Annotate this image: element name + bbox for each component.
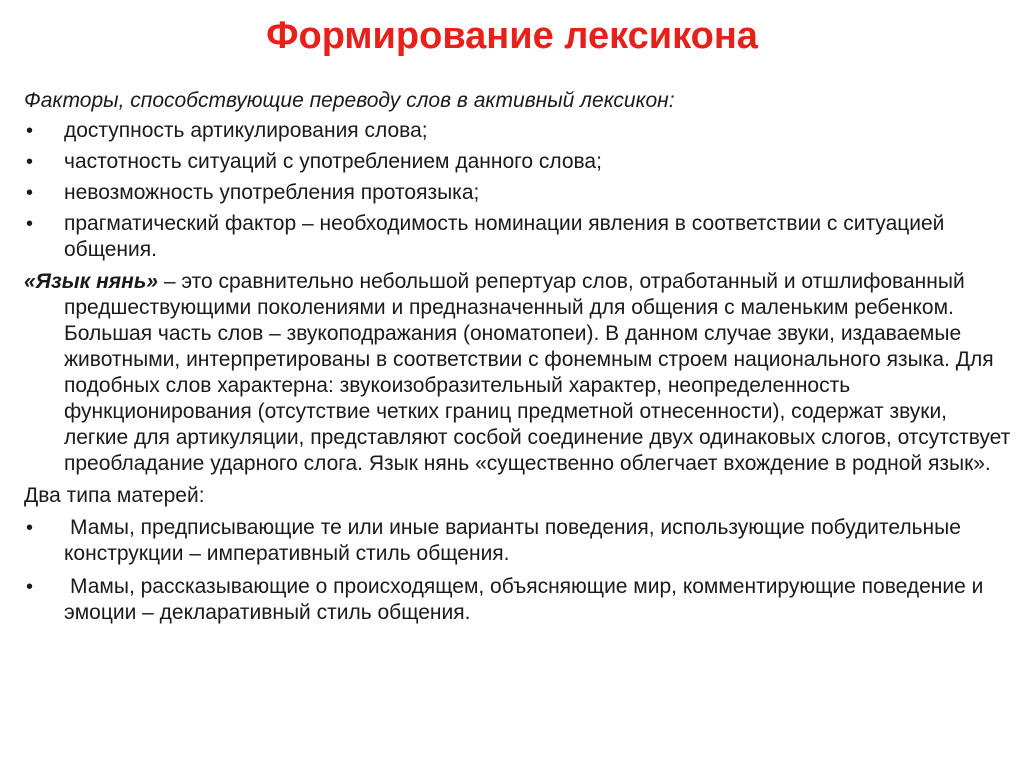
bullet-icon: • <box>26 151 34 173</box>
list-item <box>24 118 1014 144</box>
list-item <box>24 574 1014 626</box>
list-item <box>24 211 1014 263</box>
slide-content <box>24 88 1014 633</box>
factor-text: невозможность употребления протоязыка; <box>64 181 480 204</box>
factor-text: доступность артикулирования слова; <box>64 119 428 142</box>
definition-paragraph <box>24 269 1014 477</box>
slide-title: Формирование лексикона <box>266 15 758 57</box>
definition-term: «Язык нянь» <box>24 270 158 293</box>
mother-type-text: Мамы, рассказывающие о происходящем, объясняющие мир, комментирующие поведение и эмоции – декларативный стиль общения. <box>64 575 984 624</box>
mothers-heading: Два типа матерей: <box>24 484 205 507</box>
bullet-icon: • <box>26 213 34 235</box>
mother-types-list <box>24 515 1014 626</box>
bullet-icon: • <box>26 120 34 142</box>
list-item <box>24 149 1014 175</box>
bullet-icon: • <box>26 576 34 598</box>
list-item <box>24 515 1014 567</box>
definition-text: – это сравнительно небольшой репертуар слов, отработанный и отшлифованный предшествующими поколениями и предназначенный для общения с маленьким ребенком. Большая часть слов – звукоподражания (ономатопеи). В данном случае звуки, издаваемые животными, интерпретированы в соответствии с фонемным строем национального языка. Для подобных слов характерна: звукоизобразительный характер, неопределенность функционирования (отсутствие четких границ предметной отнесенности), содержат звуки, легкие для артикуляции, представляют сосбой соединение двух одинаковых слогов, отсутствует преобладание ударного слога. Язык нянь «существенно облегчает вхождение в родной язык». <box>64 270 1011 475</box>
bullet-icon: • <box>26 517 34 539</box>
factor-text: прагматический фактор – необходимость номинации явления в соответствии с ситуацией общения. <box>64 212 945 261</box>
list-item <box>24 180 1014 206</box>
factors-intro: Факторы, способствующие переводу слов в активный лексикон: <box>24 89 675 112</box>
bullet-icon: • <box>26 182 34 204</box>
factors-list <box>24 118 1014 263</box>
factor-text: частотность ситуаций с употреблением данного слова; <box>64 150 602 173</box>
mother-type-text: Мамы, предписывающие те или иные варианты поведения, использующие побудительные конструкции – императивный стиль общения. <box>64 516 961 565</box>
